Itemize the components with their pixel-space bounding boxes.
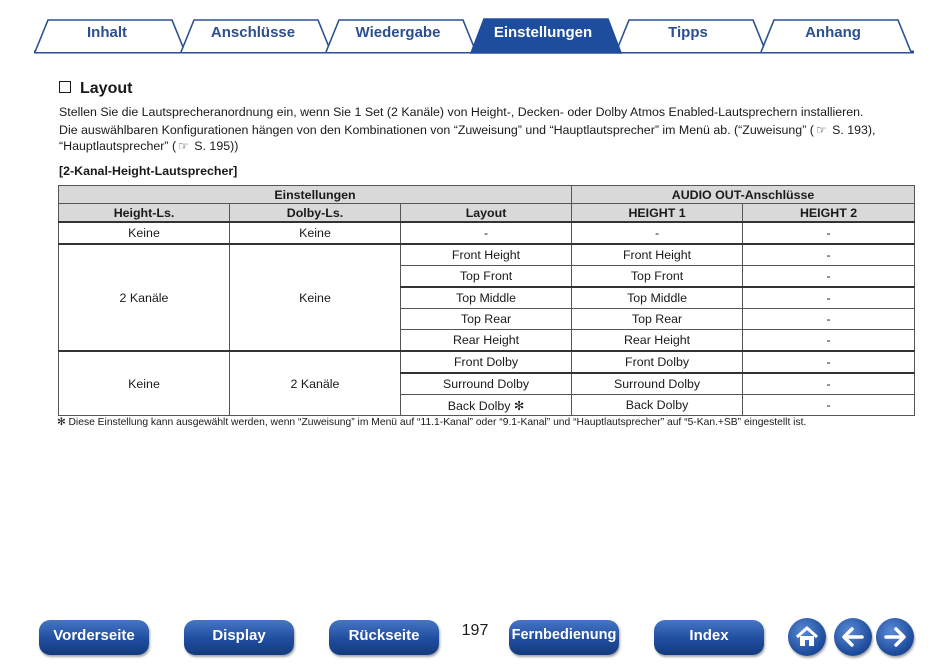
intro-paragraph-3 <box>59 138 238 155</box>
table-row <box>59 351 915 373</box>
table-cell: Top Middle <box>572 287 743 309</box>
table-cell: Keine <box>59 351 230 416</box>
intro-paragraph-2-ref[interactable]: S. 193), <box>828 123 876 137</box>
tab-inhalt[interactable]: Inhalt <box>87 24 127 41</box>
table-cell: Keine <box>230 222 401 244</box>
tab-anhang[interactable]: Anhang <box>805 24 861 41</box>
column-header-dolby: Dolby-Ls. <box>230 204 401 223</box>
table-cell: Back Dolby <box>572 395 743 416</box>
table-cell: - <box>743 222 915 244</box>
intro-paragraph-3-ref[interactable]: S. 195)) <box>190 139 239 153</box>
table-cell: Top Rear <box>401 309 572 330</box>
table-cell: Front Dolby <box>572 351 743 373</box>
home-button[interactable] <box>788 618 826 656</box>
nav-vorderseite-button[interactable]: Vorderseite <box>39 620 149 655</box>
hand-pointing-icon[interactable]: ☞ <box>178 139 189 153</box>
table-cell: 2 Kanäle <box>230 351 401 416</box>
table-cell: - <box>401 222 572 244</box>
intro-paragraph-2 <box>59 122 876 139</box>
table-cell: Surround Dolby <box>401 373 572 395</box>
speaker-config-table <box>58 185 915 416</box>
column-header-height: Height-Ls. <box>59 204 230 223</box>
nav-index-button[interactable]: Index <box>654 620 764 655</box>
nav-rueckseite-button[interactable]: Rückseite <box>329 620 439 655</box>
table-cell: - <box>743 266 915 288</box>
table-cell: - <box>743 244 915 266</box>
table-cell: Rear Height <box>401 330 572 352</box>
table-row <box>59 244 915 266</box>
table-cell: Top Middle <box>401 287 572 309</box>
table-cell: Keine <box>59 222 230 244</box>
table-cell: Top Front <box>401 266 572 288</box>
group-header-settings: Einstellungen <box>59 186 572 204</box>
table-cell: - <box>743 309 915 330</box>
column-header-height1: HEIGHT 1 <box>572 204 743 223</box>
hand-pointing-icon[interactable]: ☞ <box>815 123 827 137</box>
table-subtitle: [2-Kanal-Height-Lautsprecher] <box>59 164 238 178</box>
back-button[interactable] <box>834 618 872 656</box>
table-footnote: ✻ Diese Einstellung kann ausgewählt werden, wenn “Zuweisung” im Menü auf “11.1-Kanal” oder “9.1-Kanal” und “Hauptlautsprecher” auf “5-Kan.+SB” eingestellt ist. <box>57 417 807 428</box>
table-cell: Front Dolby <box>401 351 572 373</box>
tab-wiedergabe[interactable]: Wiedergabe <box>355 24 441 41</box>
table-cell: Surround Dolby <box>572 373 743 395</box>
forward-button[interactable] <box>876 618 914 656</box>
table-cell: Front Height <box>572 244 743 266</box>
intro-paragraph-3-text: “Hauptlautsprecher” ( <box>59 139 177 153</box>
tab-tipps[interactable]: Tipps <box>668 24 708 41</box>
page-number: 197 <box>461 622 489 639</box>
table-cell: Front Height <box>401 244 572 266</box>
table-column-header-row <box>59 204 915 223</box>
table-row <box>59 222 915 244</box>
table-cell: Top Front <box>572 266 743 288</box>
table-cell: - <box>743 287 915 309</box>
table-cell: - <box>743 330 915 352</box>
column-header-height2: HEIGHT 2 <box>743 204 915 223</box>
intro-paragraph-2-text: Die auswählbaren Konfigurationen hängen von den Kombinationen von “Zuweisung” und “Hauptlautsprecher” im Menü ab. (“Zuweisung” ( <box>59 123 814 137</box>
nav-fernbedienung-button[interactable]: Fernbedienung <box>509 620 619 655</box>
intro-paragraph-1: Stellen Sie die Lautsprecheranordnung ein, wenn Sie 1 Set (2 Kanäle) von Height-, Decken- oder Dolby Atmos Enabled-Lautsprechern installieren. <box>59 105 864 119</box>
checkbox-square-icon <box>59 81 71 93</box>
table-cell: 2 Kanäle <box>59 244 230 351</box>
nav-display-button[interactable]: Display <box>184 620 294 655</box>
arrow-left-icon <box>834 618 872 656</box>
group-header-audio-out: AUDIO OUT-Anschlüsse <box>572 186 915 204</box>
table-cell: - <box>572 222 743 244</box>
table-cell: - <box>743 373 915 395</box>
table-cell: Rear Height <box>572 330 743 352</box>
table-cell: - <box>743 351 915 373</box>
home-icon <box>788 618 826 656</box>
column-header-layout: Layout <box>401 204 572 223</box>
table-cell: - <box>743 395 915 416</box>
top-tab-bar <box>34 17 914 54</box>
table-cell: Top Rear <box>572 309 743 330</box>
tab-einstellungen[interactable]: Einstellungen <box>493 24 593 41</box>
section-title <box>59 80 132 98</box>
arrow-right-icon <box>876 618 914 656</box>
table-cell: Back Dolby ✻ <box>401 395 572 416</box>
table-group-header-row <box>59 186 915 204</box>
section-title-text: Layout <box>80 80 133 97</box>
table-cell: Keine <box>230 244 401 351</box>
tab-anschluesse[interactable]: Anschlüsse <box>210 24 296 41</box>
